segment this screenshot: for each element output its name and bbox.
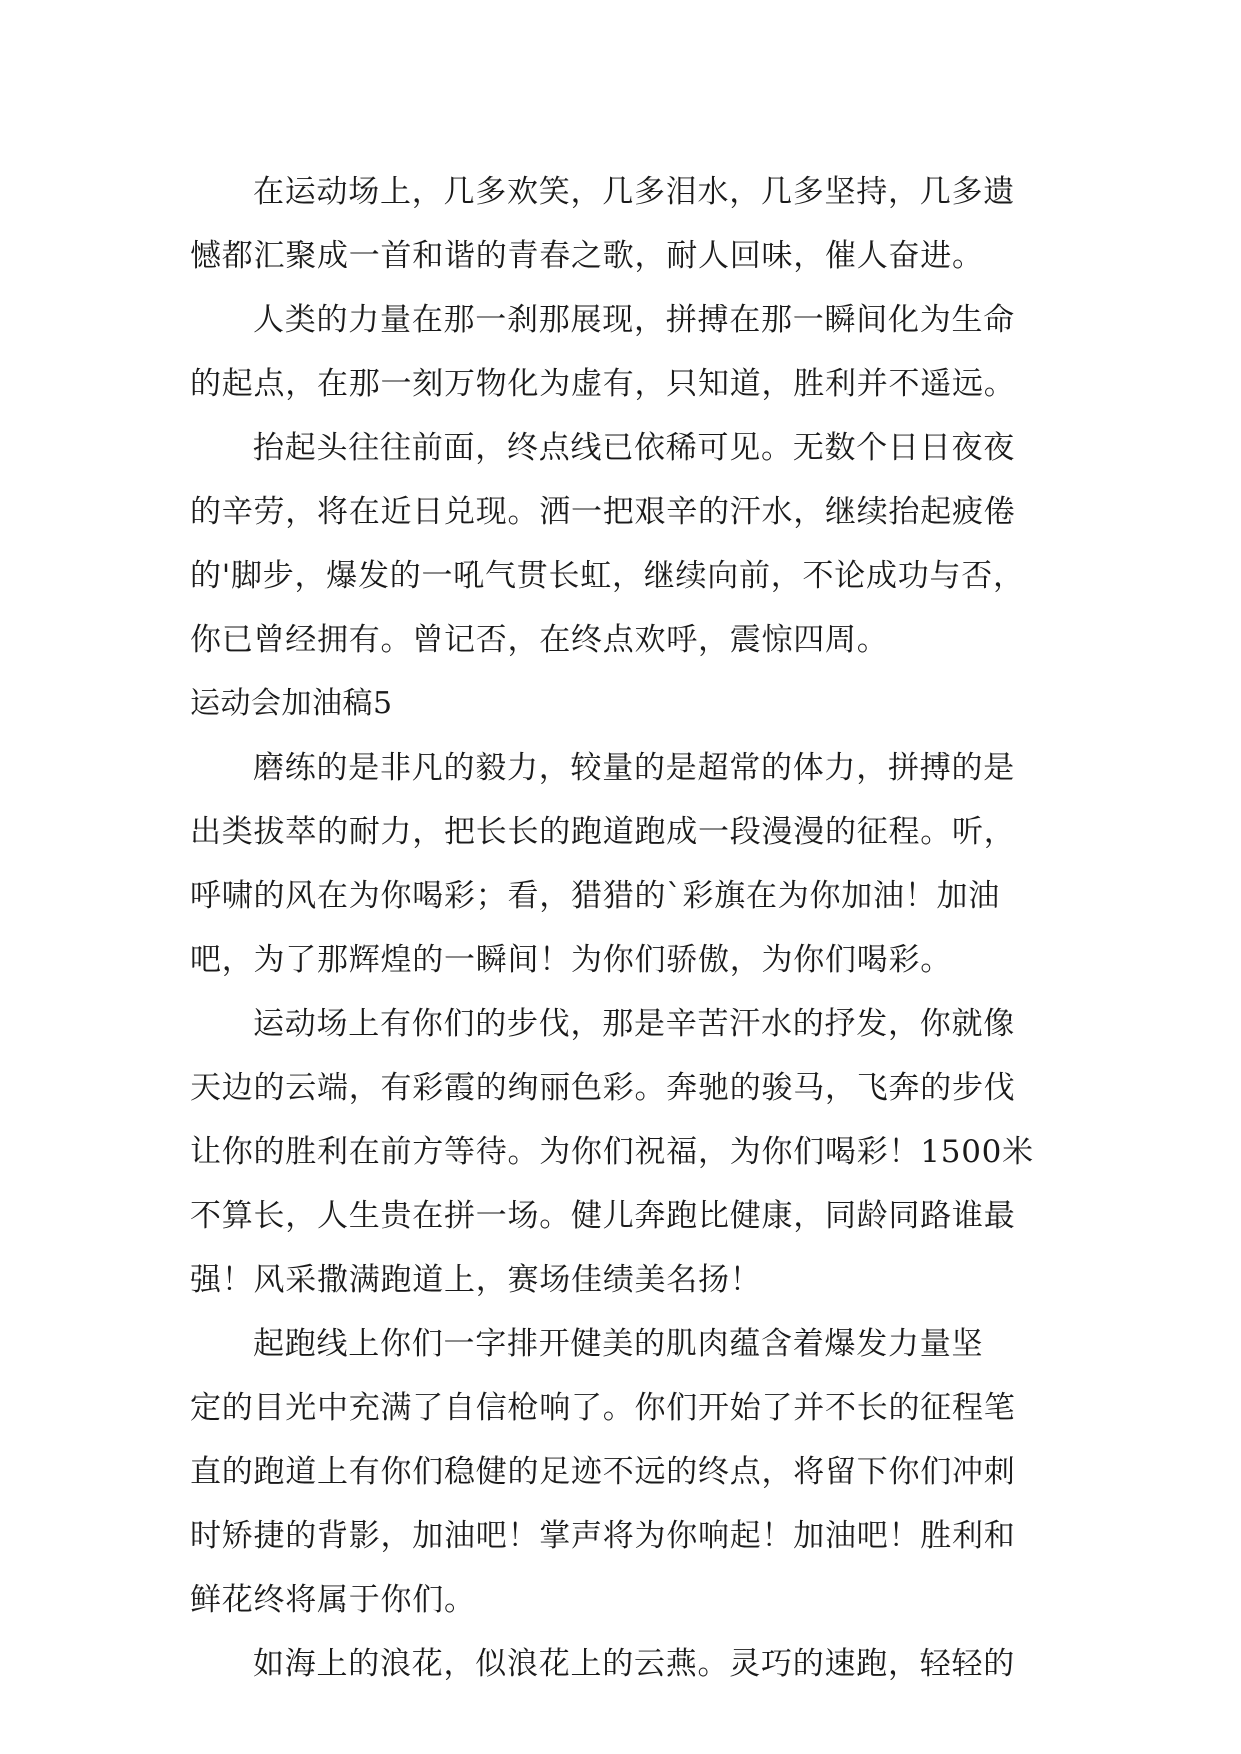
text-line: 抬起头往往前面，终点线已依稀可见。无数个日日夜夜: [253, 430, 1015, 466]
text-line: 的辛劳，将在近日兑现。洒一把艰辛的汗水，继续抬起疲倦: [190, 494, 1016, 530]
text-line: 憾都汇聚成一首和谐的青春之歌，耐人回味，催人奋进。: [190, 238, 984, 274]
text-line: 让你的胜利在前方等待。为你们祝福，为你们喝彩！1500米: [190, 1134, 1034, 1170]
text-line: 呼啸的风在为你喝彩；看，猎猎的`彩旗在为你加油！加油: [190, 878, 1000, 914]
text-line: 时矫捷的背影，加油吧！掌声将为你响起！加油吧！胜利和: [190, 1518, 1016, 1554]
text-line: 起跑线上你们一字排开健美的肌肉蕴含着爆发力量坚: [253, 1326, 984, 1362]
text-line: 定的目光中充满了自信枪响了。你们开始了并不长的征程笔: [190, 1390, 1016, 1426]
text-line: 的起点，在那一刻万物化为虚有，只知道，胜利并不遥远。: [190, 366, 1016, 402]
document-page: [190, 160, 1065, 1696]
section-heading: 运动会加油稿5: [190, 686, 393, 721]
text-line: 不算长，人生贵在拼一场。健儿奔跑比健康，同龄同路谁最: [190, 1198, 1016, 1234]
text-line: 强！风采撒满跑道上，赛场佳绩美名扬！: [190, 1262, 762, 1298]
text-line: 在运动场上，几多欢笑，几多泪水，几多坚持，几多遗: [253, 174, 1015, 210]
text-line: 鲜花终将属于你们。: [190, 1582, 476, 1618]
text-line: 人类的力量在那一刹那展现，拼搏在那一瞬间化为生命: [253, 302, 1015, 338]
text-line: 运动场上有你们的步伐，那是辛苦汗水的抒发，你就像: [253, 1006, 1015, 1042]
text-line: 直的跑道上有你们稳健的足迹不远的终点，将留下你们冲刺: [190, 1454, 1016, 1490]
text-line: 的'脚步，爆发的一吼气贯长虹，继续向前，不论成功与否，: [190, 558, 1025, 594]
text-line: 磨练的是非凡的毅力，较量的是超常的体力，拼搏的是: [253, 750, 1015, 786]
text-line: 出类拔萃的耐力，把长长的跑道跑成一段漫漫的征程。听，: [190, 814, 1016, 850]
text-line: 天边的云端，有彩霞的绚丽色彩。奔驰的骏马，飞奔的步伐: [190, 1070, 1016, 1106]
text-line: 吧，为了那辉煌的一瞬间！为你们骄傲，为你们喝彩。: [190, 942, 952, 978]
text-line: 如海上的浪花，似浪花上的云燕。灵巧的速跑，轻轻的: [253, 1646, 1015, 1682]
text-line: 你已曾经拥有。曾记否，在终点欢呼，震惊四周。: [190, 622, 889, 658]
